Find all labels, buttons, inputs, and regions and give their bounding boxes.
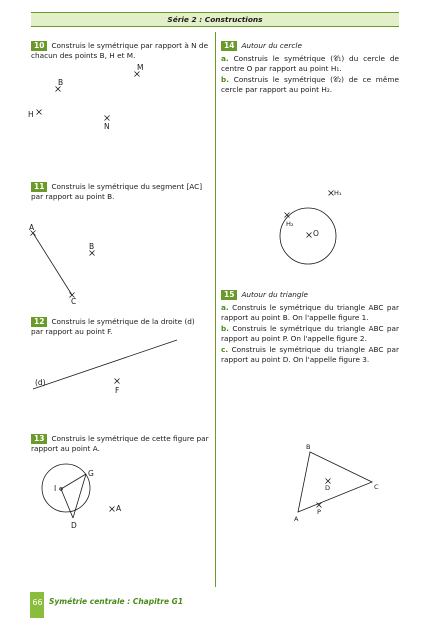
line-d	[33, 340, 177, 389]
label-H2: H₂	[286, 220, 294, 228]
header-title: Série 2 : Constructions	[167, 15, 263, 24]
exercise-subtitle: Autour du cercle	[241, 41, 302, 50]
point-A-marker	[110, 507, 115, 512]
point-B-marker	[56, 87, 61, 92]
point-H2-marker	[285, 213, 290, 218]
point-N-marker	[105, 116, 110, 121]
exercise-number: 13	[31, 434, 47, 444]
label-C: C	[374, 483, 379, 491]
point-H-marker	[37, 110, 42, 115]
part-text: Construis le symétrique (𝒞₂) de ce même cercle par rapport au point H₂.	[221, 75, 399, 94]
exercise-number: 10	[31, 41, 47, 51]
part-letter: c.	[221, 345, 229, 354]
point-F-marker	[115, 379, 120, 384]
point-D-marker	[326, 479, 331, 484]
label-D: D	[71, 521, 77, 530]
figure-circle	[42, 464, 90, 512]
exercise-text: Construis le symétrique par rapport à N de chacun des points B, H et M.	[31, 41, 209, 60]
exercise-subtitle: Autour du triangle	[241, 290, 309, 299]
segment-ID	[61, 489, 73, 518]
exercise-text: Construis le symétrique du segment [AC] par rapport au point B.	[31, 182, 203, 201]
point-B-marker	[90, 251, 95, 256]
part-letter: b.	[221, 75, 229, 84]
label-P: P	[317, 508, 321, 516]
exercise-number: 12	[31, 317, 47, 327]
part-text: Construis le symétrique du triangle ABC par rapport au point B. On l'appelle figure 1.	[221, 303, 399, 322]
triangle-ABC	[298, 452, 372, 512]
label-N: N	[104, 122, 110, 131]
label-F: F	[115, 386, 120, 395]
label-H: H	[28, 110, 34, 119]
part-text: Construis le symétrique du triangle ABC par rapport au point D. On l'appelle figure 3.	[221, 345, 399, 364]
exercise-text: Construis le symétrique de la droite (d) par rapport au point F.	[31, 317, 195, 336]
label-M: M	[137, 63, 144, 72]
exercise-number: 14	[221, 41, 237, 51]
label-C: C	[71, 297, 77, 306]
label-A: A	[29, 223, 35, 232]
point-M-marker	[135, 72, 140, 77]
segment-AC	[33, 233, 72, 295]
part-letter: a.	[221, 303, 229, 312]
exercise-text: Construis le symétrique de cette figure par rapport au point A.	[31, 434, 209, 453]
part-text: Construis le symétrique (𝒞₁) du cercle de centre O par rapport au point H₁.	[221, 54, 399, 73]
chapter-title: Symétrie centrale : Chapitre G1	[49, 597, 184, 606]
exercise-number: 11	[31, 182, 47, 192]
label-G: G	[88, 469, 94, 478]
exercise-number: 15	[221, 290, 237, 300]
label-O: O	[313, 229, 319, 238]
part-letter: b.	[221, 324, 229, 333]
label-A: A	[116, 504, 122, 513]
label-I: I	[54, 484, 57, 493]
label-B: B	[89, 242, 95, 251]
label-H1: H₁	[334, 189, 342, 197]
label-B: B	[306, 443, 311, 451]
point-O-marker	[307, 233, 312, 238]
part-text: Construis le symétrique du triangle ABC par rapport au point P. On l'appelle figure 2.	[221, 324, 399, 343]
label-D: D	[325, 484, 331, 492]
page-number: 66	[32, 598, 43, 607]
label-d: (d)	[35, 378, 46, 387]
label-A: A	[294, 515, 299, 523]
point-H1-marker	[329, 191, 334, 196]
label-B: B	[58, 78, 64, 87]
part-letter: a.	[221, 54, 229, 63]
